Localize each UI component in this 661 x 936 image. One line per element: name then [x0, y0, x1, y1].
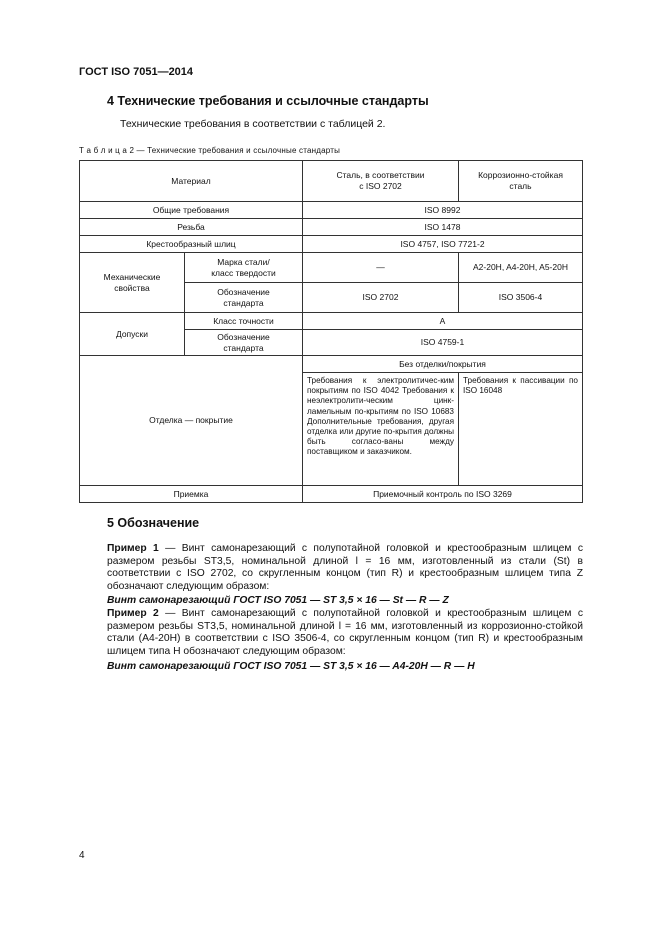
- grade-label: Марка стали/ класс твердости: [185, 253, 303, 283]
- table-row: [80, 486, 583, 503]
- example-2-designation: Винт самонарезающий ГОСТ ISO 7051 — ST 3,5 × 16 — A4-20H — R — H: [107, 661, 475, 672]
- grade-stainless: A2-20H, A4-20H, A5-20H: [459, 253, 583, 283]
- example-2-text: Пример 2 — Винт самонарезающий с полупотайной головкой и крестообразным шлицем с размером резьбы ST3,5, номинальной длиной l = 16 мм, изготовленный из коррозионно-стойкой стали (A4-20H) в соответствии с ISO 3506-4, со скругленным концом (тип R) и крестообразным шлицем типа H обозначают следующим образом:: [107, 608, 583, 657]
- general-label: Общие требования: [80, 202, 303, 219]
- accept-value: Приемочный контроль по ISO 3269: [303, 486, 583, 503]
- finish-none: Без отделки/покрытия: [303, 356, 583, 373]
- finish-stainless: Требования к пассивации по ISO 16048: [459, 373, 583, 486]
- accuracy-value: A: [303, 313, 583, 330]
- tol-std-label: Обозначение стандарта: [185, 330, 303, 356]
- finish-steel: Требования к электролитичес-ким покрытиям по ISO 4042 Требования к неэлектролити-ческим цинк-ламельным по-крытиям по ISO 10683 Дополнительные требования, другая отделка или другие по-крытия должны быть согласо-ваны между поставщиком и заказчиком.: [303, 373, 459, 486]
- requirements-table: [79, 160, 583, 503]
- finish-label: Отделка — покрытие: [80, 356, 303, 486]
- mech-std-stainless: ISO 3506-4: [459, 283, 583, 313]
- table-row: [80, 253, 583, 283]
- table-row: [80, 356, 583, 373]
- recess-value: ISO 4757, ISO 7721-2: [303, 236, 583, 253]
- table-caption: Т а б л и ц а 2 — Технические требования и ссылочные стандарты: [79, 146, 341, 155]
- general-value: ISO 8992: [303, 202, 583, 219]
- tol-label: Допуски: [80, 313, 185, 356]
- accept-label: Приемка: [80, 486, 303, 503]
- tol-std-value: ISO 4759-1: [303, 330, 583, 356]
- mech-std-steel: ISO 2702: [303, 283, 459, 313]
- example-1-text: Пример 1 — Винт самонарезающий с полупотайной головкой и крестообразным шлицем с размером резьбы ST3,5, номинальной длиной l = 16 мм, изготовленный из стали (St) в соответствии с ISO 2702, со скругленным концом (тип R) и крестообразным шлицем типа Z обозначают следующим образом:: [107, 543, 583, 592]
- section-5-title: 5 Обозначение: [107, 516, 200, 530]
- example-1-designation: Винт самонарезающий ГОСТ ISO 7051 — ST 3,5 × 16 — St — R — Z: [107, 595, 449, 606]
- page-number: 4: [79, 850, 85, 861]
- grade-steel: —: [303, 253, 459, 283]
- accuracy-label: Класс точности: [185, 313, 303, 330]
- header-material: Материал: [80, 161, 303, 202]
- document-header: ГОСТ ISO 7051—2014: [79, 66, 194, 78]
- thread-label: Резьба: [80, 219, 303, 236]
- mech-label: Механические свойства: [80, 253, 185, 313]
- mech-std-label: Обозначение стандарта: [185, 283, 303, 313]
- table-row: [80, 202, 583, 219]
- table-header-row: [80, 161, 583, 202]
- table-row: [80, 236, 583, 253]
- thread-value: ISO 1478: [303, 219, 583, 236]
- section-4-title: 4 Технические требования и ссылочные стандарты: [107, 94, 429, 108]
- section-4-intro: Технические требования в соответствии с таблицей 2.: [120, 118, 386, 130]
- header-stainless: Коррозионно-стойкая сталь: [459, 161, 583, 202]
- table-row: [80, 219, 583, 236]
- table-row: [80, 313, 583, 330]
- recess-label: Крестообразный шлиц: [80, 236, 303, 253]
- header-steel: Сталь, в соответствии с ISO 2702: [303, 161, 459, 202]
